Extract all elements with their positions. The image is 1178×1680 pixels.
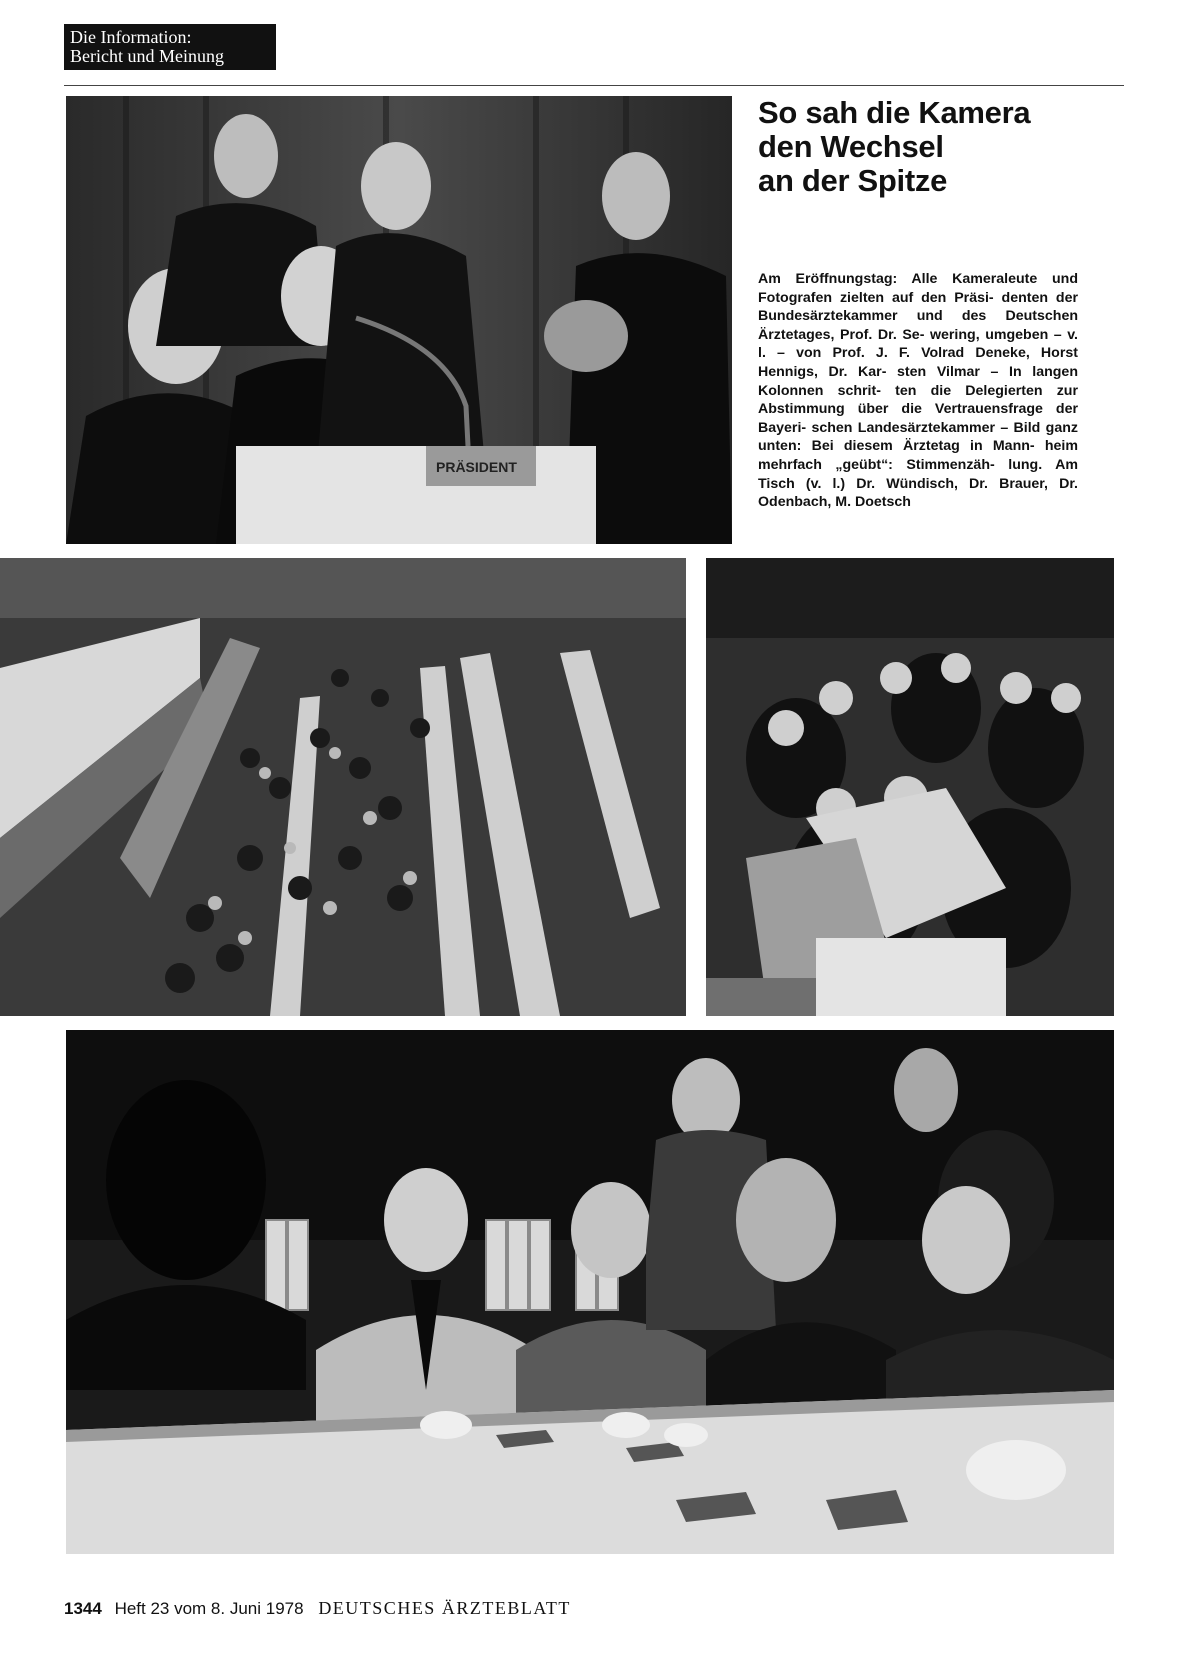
photo-vote-counting-image bbox=[66, 1030, 1114, 1554]
section-tag-line-1: Die Information: bbox=[70, 27, 192, 47]
caption-line: denten der Bundesärztekammer und bbox=[758, 289, 1078, 325]
header-rule bbox=[64, 85, 1124, 86]
photo-delegates-columns-image bbox=[0, 558, 686, 1016]
headline-line-3: an der Spitze bbox=[758, 163, 948, 198]
caption-line: des Deutschen Ärztetages, Prof. Dr. Se- bbox=[758, 308, 1078, 343]
caption-line: Volrad Deneke, Horst Hennigs, Dr. Kar- bbox=[758, 345, 1078, 380]
photo-voting-image bbox=[706, 558, 1114, 1016]
caption-line: über die Vertrauensfrage der Bayeri- bbox=[758, 401, 1078, 436]
caption-line: lung. Am Tisch (v. l.) Dr. Wündisch, Dr. bbox=[758, 456, 1078, 492]
photo-voting bbox=[706, 558, 1114, 1016]
caption-line: wering, umgeben – v. l. – von Prof. J. F. bbox=[758, 326, 1079, 362]
photo-opening-day bbox=[66, 96, 732, 544]
publication-name: DEUTSCHES ÄRZTEBLATT bbox=[318, 1598, 571, 1618]
caption-line: ten die Delegierten zur Abstimmung bbox=[758, 382, 1078, 418]
caption-line: sten Vilmar – In langen Kolonnen schrit- bbox=[758, 363, 1078, 399]
page-footer bbox=[64, 1598, 571, 1619]
president-sign: PRÄSIDENT bbox=[436, 459, 517, 475]
section-tag-line-2: Bericht und Meinung bbox=[70, 46, 224, 66]
photo-caption bbox=[758, 270, 1078, 512]
section-tag bbox=[64, 24, 276, 70]
caption-line: und Fotografen zielten auf den Präsi- bbox=[758, 271, 1078, 306]
caption-line: Brauer, Dr. Odenbach, M. Doetsch bbox=[758, 475, 1078, 511]
photo-opening-day-image bbox=[66, 96, 732, 544]
caption-line: unten: Bei diesem Ärztetag in Mann- bbox=[758, 438, 1035, 455]
headline-line-1: So sah die Kamera bbox=[758, 95, 1031, 130]
photo-vote-counting bbox=[66, 1030, 1114, 1554]
photo-delegates-columns bbox=[0, 558, 686, 1016]
caption-line: Am Eröffnungstag: Alle Kameraleute bbox=[758, 271, 1038, 287]
page-number: 1344 bbox=[64, 1599, 102, 1618]
caption-line: schen Landesärztekammer – Bild ganz bbox=[811, 419, 1078, 436]
issue-info: Heft 23 vom 8. Juni 1978 bbox=[114, 1599, 304, 1618]
headline-line-2: den Wechsel bbox=[758, 129, 944, 164]
caption-line: heim mehrfach „geübt“: Stimmenzäh- bbox=[758, 438, 1078, 473]
headline bbox=[758, 96, 1118, 198]
